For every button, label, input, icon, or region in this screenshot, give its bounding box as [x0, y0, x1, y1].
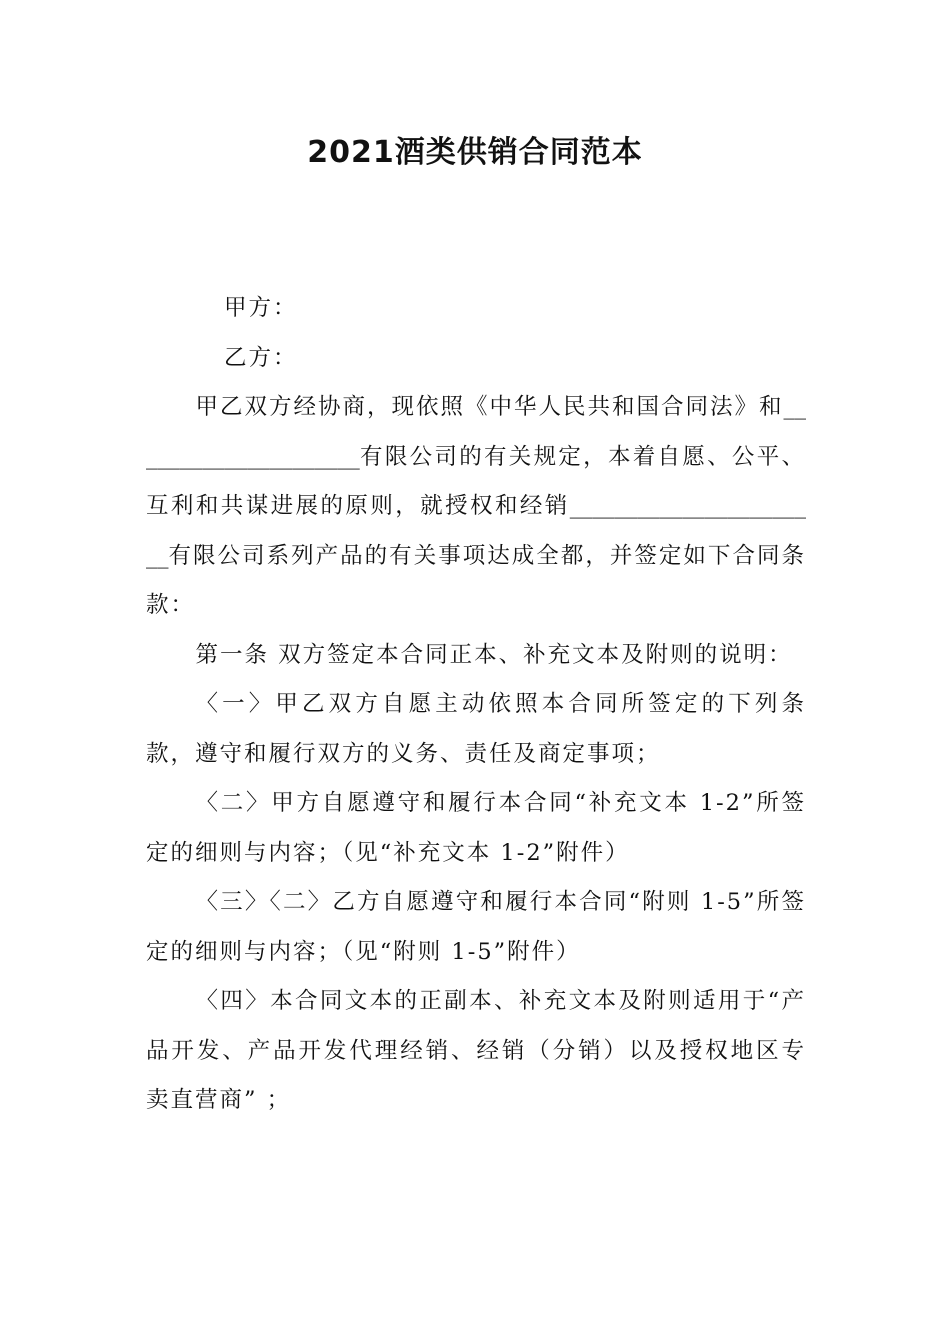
company-blank-2: _______________________: [146, 493, 806, 569]
intro-paragraph: [146, 383, 806, 631]
clause-item-3: 〈三〉〈二〉乙方自愿遵守和履行本合同“附则 1-5”所签定的细则与内容；（见“附则 1-5”附件）: [146, 889, 806, 965]
clause-item-4: 〈四〉本合同文本的正副本、补充文本及附则适用于“产品开发、产品开发代理经销、经销（分销）以及授权地区专卖直营商” ；: [146, 988, 806, 1113]
company-blank-1: _____________________: [146, 394, 807, 470]
intro-text-3: 有限公司系列产品的有关事项达成全都，并签定如下合同条款：: [146, 542, 806, 618]
intro-text-2: 有限公司的有关规定，本着自愿、公平、互利和共谋进展的原则，就授权和经销: [146, 443, 806, 519]
clause-item-2: 〈二〉甲方自愿遵守和履行本合同“补充文本 1-2”所签定的细则与内容；（见“补充文本 1-2”附件）: [146, 790, 806, 866]
article-1-heading: 第一条 双方签定本合同正本、补充文本及附则的说明：: [195, 641, 793, 668]
party-a-label: 甲方：: [224, 295, 298, 321]
party-b-label: 乙方：: [224, 344, 298, 371]
document-title: 2021酒类供销合同范本: [307, 135, 643, 170]
clause-item-1: 〈一〉甲乙双方自愿主动依照本合同所签定的下列条款，遵守和履行双方的义务、责任及商定事项；: [146, 691, 806, 767]
intro-text-1: 甲乙双方经协商，现依照《中华人民共和国合同法》和: [195, 394, 784, 420]
document-body: [146, 284, 806, 1126]
